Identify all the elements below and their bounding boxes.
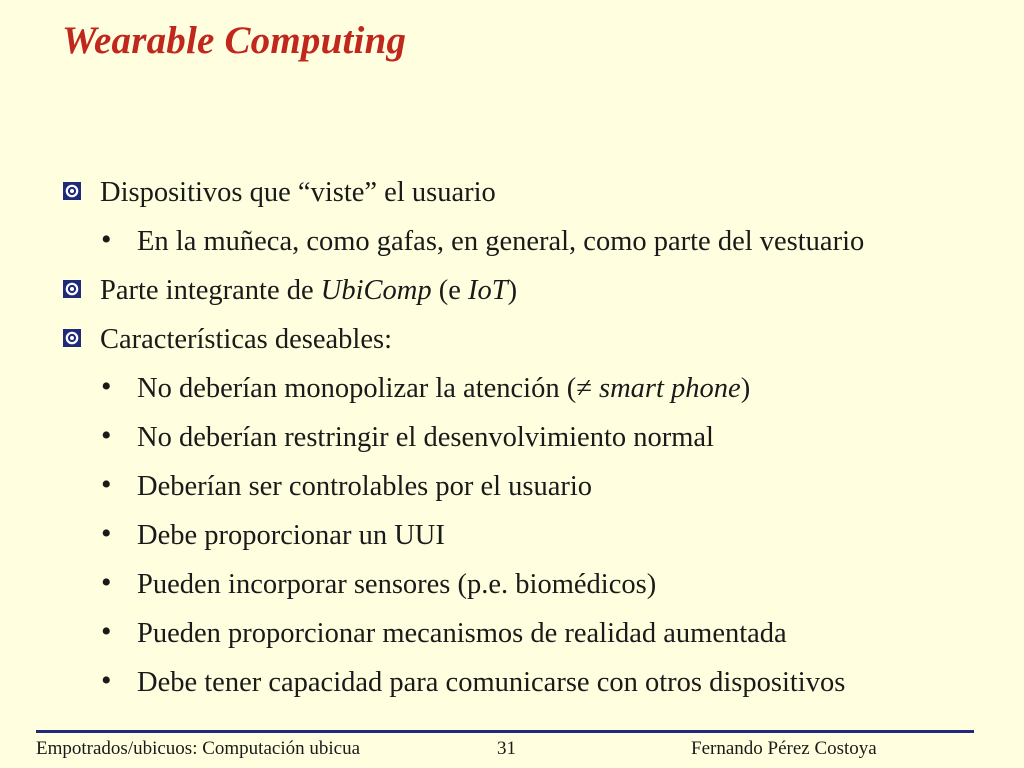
square-target-bullet-icon — [62, 181, 82, 201]
sub-bullet-item — [0, 658, 1024, 707]
bullet-text — [137, 511, 445, 560]
italic-text: IoT — [468, 275, 508, 306]
footer-page-number: 31 — [497, 738, 516, 759]
bullet-dot-icon: • — [101, 370, 112, 403]
bullet-item — [0, 168, 1024, 217]
bullet-dot-icon: • — [101, 517, 112, 550]
text-run: En la muñeca, como gafas, en general, como parte del vestuario — [137, 226, 865, 257]
square-target-bullet-icon — [62, 279, 82, 299]
text-run: Pueden proporcionar mecanismos de realidad aumentada — [137, 618, 787, 649]
text-run: Debe proporcionar un UUI — [137, 520, 445, 551]
sub-bullet-item — [0, 511, 1024, 560]
sub-bullet-item — [0, 560, 1024, 609]
bullet-text — [137, 413, 714, 462]
text-run: No deberían restringir el desenvolvimiento normal — [137, 422, 714, 453]
bullet-dot-icon: • — [101, 223, 112, 256]
bullet-text — [100, 266, 517, 315]
sub-bullet-item — [0, 217, 1024, 266]
sub-bullet-item — [0, 609, 1024, 658]
square-target-bullet-icon — [62, 328, 82, 348]
bullet-text — [137, 462, 592, 511]
bullet-text — [137, 560, 656, 609]
bullet-text — [100, 168, 496, 217]
footer-rule — [36, 730, 974, 733]
bullet-dot-icon: • — [101, 468, 112, 501]
text-run: Debe tener capacidad para comunicarse con otros dispositivos — [137, 667, 846, 698]
bullet-dot-icon: • — [101, 566, 112, 599]
text-run: Características deseables: — [100, 324, 392, 355]
italic-text: smart phone — [598, 373, 741, 404]
bullet-text — [137, 609, 787, 658]
text-run: Parte integrante de — [100, 275, 321, 306]
sub-bullet-item — [0, 413, 1024, 462]
text-run: No deberían monopolizar la atención (≠ — [137, 373, 599, 404]
bullet-text — [137, 217, 864, 266]
slide-title: Wearable Computing — [62, 19, 407, 62]
bullet-dot-icon: • — [101, 664, 112, 697]
text-run: Pueden incorporar sensores (p.e. biomédicos) — [137, 569, 657, 600]
text-run: ) — [507, 275, 518, 306]
italic-text: UbiComp — [320, 275, 432, 306]
text-run: Dispositivos que “viste” el usuario — [100, 177, 496, 208]
bullet-text — [100, 315, 392, 364]
sub-bullet-item — [0, 462, 1024, 511]
bullet-item — [0, 266, 1024, 315]
bullet-item — [0, 315, 1024, 364]
footer-author: Fernando Pérez Costoya — [691, 738, 877, 759]
bullet-text — [137, 658, 845, 707]
footer-course-title: Empotrados/ubicuos: Computación ubicua — [36, 738, 361, 759]
bullet-list — [0, 168, 1024, 707]
text-run: Deberían ser controlables por el usuario — [137, 471, 593, 502]
text-run: (e — [431, 275, 469, 306]
bullet-dot-icon: • — [101, 419, 112, 452]
bullet-text — [137, 364, 750, 413]
sub-bullet-item — [0, 364, 1024, 413]
bullet-dot-icon: • — [101, 615, 112, 648]
text-run: ) — [740, 373, 751, 404]
